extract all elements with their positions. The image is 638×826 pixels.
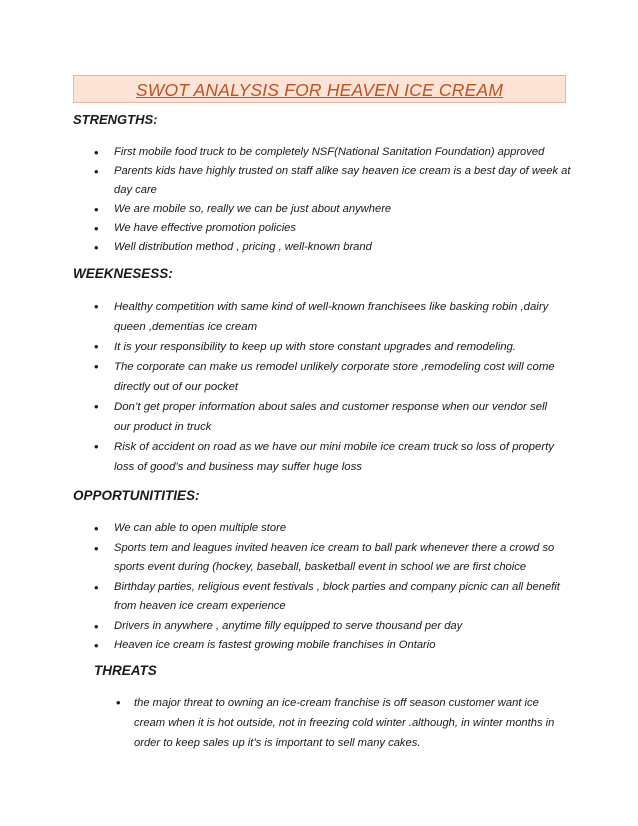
list-item: • We are mobile so, really we can be just about anywhere xyxy=(94,202,392,217)
list-item: • First mobile food truck to be completely NSF(National Sanitation Foundation) approved xyxy=(94,145,545,160)
threats-heading: THREATS xyxy=(94,663,157,678)
bullet-icon: • xyxy=(94,299,99,314)
list-item: • the major threat to owning an ice-cream franchise is off season customer want ice cream when it is hot outside, not in freezing cold winter .although, in winter months in order to keep sales up it’s is important to sell many cakes. xyxy=(116,695,555,749)
bullet-icon: • xyxy=(94,164,99,179)
list-item: • Parents kids have highly trusted on staff alike say heaven ice cream is a best day of week at day care xyxy=(94,164,571,196)
list-item: • Don’t get proper information about sales and customer response when our vendor sell our product in truck xyxy=(94,399,548,433)
list-item: • Birthday parties, religious event festivals , block parties and company picnic can all benefit from heaven ice cream experience xyxy=(94,579,560,612)
title-banner xyxy=(73,75,566,103)
bullet-icon: • xyxy=(94,202,99,217)
bullet-icon: • xyxy=(94,399,99,414)
bullet-icon: • xyxy=(94,145,99,160)
threats-list xyxy=(116,693,566,753)
bullet-icon: • xyxy=(116,695,121,710)
list-item: • Heaven ice cream is fastest growing mobile franchises in Ontario xyxy=(94,636,574,656)
list-item: • Healthy competition with same kind of well-known franchisees like basking robin ,dairy queen ,dementias ice cream xyxy=(94,299,549,333)
bullet-icon: • xyxy=(94,638,99,653)
bullet-icon: • xyxy=(94,359,99,374)
list-item: • Sports tem and leagues invited heaven ice cream to ball park whenever there a crowd so sports event during (hockey, baseball, basketball event in school we are first choice xyxy=(94,540,555,573)
weaknesses-heading: WEEKNESESS: xyxy=(73,266,173,281)
list-item: • Well distribution method , pricing , well-known brand xyxy=(94,240,372,255)
bullet-icon: • xyxy=(94,579,99,595)
document-title: SWOT ANALYSIS FOR HEAVEN ICE CREAM xyxy=(135,80,504,100)
bullet-icon: • xyxy=(94,339,99,354)
list-item: • We can able to open multiple store xyxy=(94,519,574,539)
bullet-icon: • xyxy=(94,540,99,556)
bullet-icon: • xyxy=(94,618,99,634)
list-item: • The corporate can make us remodel unlikely corporate store ,remodeling cost will come directly out of our pocket xyxy=(94,359,555,393)
bullet-icon: • xyxy=(94,439,99,454)
strengths-heading: STRENGTHS: xyxy=(73,112,158,127)
weaknesses-list xyxy=(94,297,564,477)
strengths-list xyxy=(94,143,574,257)
opportunities-heading: OPPORTUNITITIES: xyxy=(73,488,200,503)
bullet-icon: • xyxy=(94,521,99,536)
list-item: • It is your responsibility to keep up with store constant upgrades and remodeling. xyxy=(94,337,564,357)
list-item: • Drivers in anywhere , anytime filly equipped to serve thousand per day xyxy=(94,617,574,637)
bullet-icon: • xyxy=(94,221,99,236)
bullet-icon: • xyxy=(94,240,99,255)
opportunities-list xyxy=(94,519,574,656)
list-item: • We have effective promotion policies xyxy=(94,221,296,236)
list-item: • Risk of accident on road as we have our mini mobile ice cream truck so loss of property loss of good’s and business may suffer huge loss xyxy=(94,439,554,473)
